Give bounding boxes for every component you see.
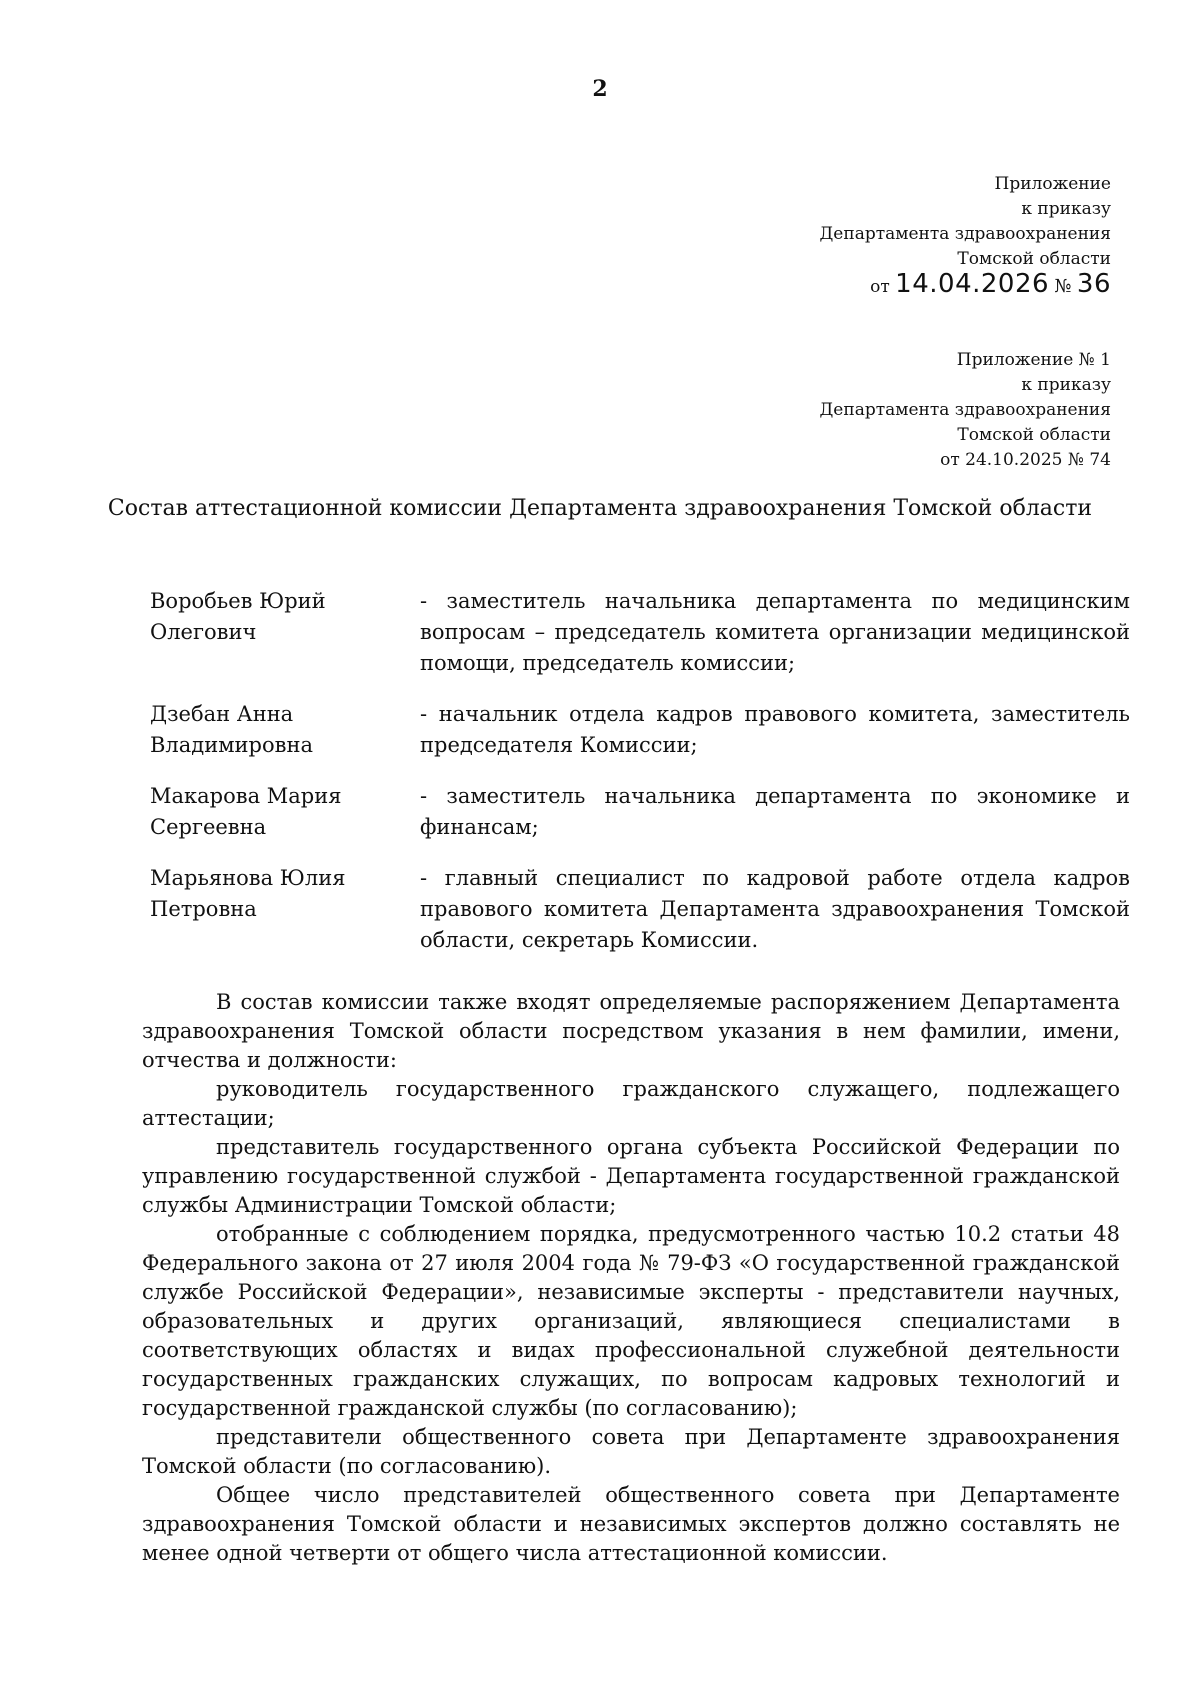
appendix-original-line2: к приказу — [1021, 375, 1111, 395]
body-text — [142, 988, 1120, 1568]
member-row — [150, 781, 1130, 843]
member-row — [150, 863, 1130, 956]
paragraph: представители общественного совета при Департаменте здравоохранения Томской области (по согласованию). — [142, 1425, 1120, 1478]
appendix-current-line2: к приказу — [1021, 199, 1111, 219]
document-title: Состав аттестационной комиссии Департамента здравоохранения Томской области — [107, 496, 1093, 521]
appendix-original-line5: от 24.10.2025 № 74 — [940, 450, 1111, 470]
appendix-current-line3: Департамента здравоохранения — [819, 224, 1111, 244]
appendix-current-block — [819, 172, 1111, 300]
appendix-current-date-line — [819, 269, 1111, 300]
member-role: - главный специалист по кадровой работе отдела кадров правового комитета Департамента здравоохранения Томской области, секретарь Комиссии. — [420, 866, 1130, 952]
member-row — [150, 699, 1130, 761]
appendix-current-line1: Приложение — [994, 174, 1111, 194]
paragraph: Общее число представителей общественного совета при Департаменте здравоохранения Томской области и независимых экспертов должно составлять не менее одной четверти от общего числа аттестационной комиссии. — [142, 1483, 1120, 1565]
order-date: 14.04.2026 — [895, 269, 1050, 299]
member-row — [150, 586, 1130, 679]
appendix-original-block — [819, 348, 1111, 473]
member-role: - заместитель начальника департамента по медицинским вопросам – председатель комитета организации медицинской помощи, председатель комиссии; — [420, 589, 1130, 675]
commission-members — [150, 586, 1130, 976]
date-prefix: от — [870, 277, 890, 297]
appendix-current-line4: Томской области — [957, 249, 1111, 269]
member-name: Макарова Мария Сергеевна — [150, 784, 342, 839]
member-name: Марьянова Юлия Петровна — [150, 866, 346, 921]
paragraph: отобранные с соблюдением порядка, предусмотренного частью 10.2 статьи 48 Федерального закона от 27 июля 2004 года № 79-ФЗ «О государственной гражданской службе Российской Федерации», независимые эксперты - представители научных, образовательных и других организаций, являющиеся специалистами в соответствующих областях и видах профессиональной служебной деятельности государственных гражданских служащих, по вопросам кадровых технологий и государственной гражданской службы (по согласованию); — [142, 1222, 1120, 1420]
page-number: 2 — [592, 76, 608, 102]
member-name: Дзебан Анна Владимировна — [150, 702, 313, 757]
member-role: - заместитель начальника департамента по экономике и финансам; — [420, 784, 1130, 839]
appendix-original-line1: Приложение № 1 — [956, 350, 1111, 370]
member-name: Воробьев Юрий Олегович — [150, 589, 326, 644]
appendix-original-line4: Томской области — [957, 425, 1111, 445]
paragraph: В состав комиссии также входят определяемые распоряжением Департамента здравоохранения Томской области посредством указания в нем фамилии, имени, отчества и должности: — [142, 990, 1120, 1072]
member-role: - начальник отдела кадров правового комитета, заместитель председателя Комиссии; — [420, 702, 1130, 757]
number-sign: № — [1054, 276, 1072, 297]
paragraph: руководитель государственного гражданского служащего, подлежащего аттестации; — [142, 1077, 1120, 1130]
order-number: 36 — [1076, 269, 1111, 299]
paragraph: представитель государственного органа субъекта Российской Федерации по управлению государственной службой - Департамента государственной гражданской службы Администрации Томской области; — [142, 1135, 1120, 1217]
appendix-original-line3: Департамента здравоохранения — [819, 400, 1111, 420]
